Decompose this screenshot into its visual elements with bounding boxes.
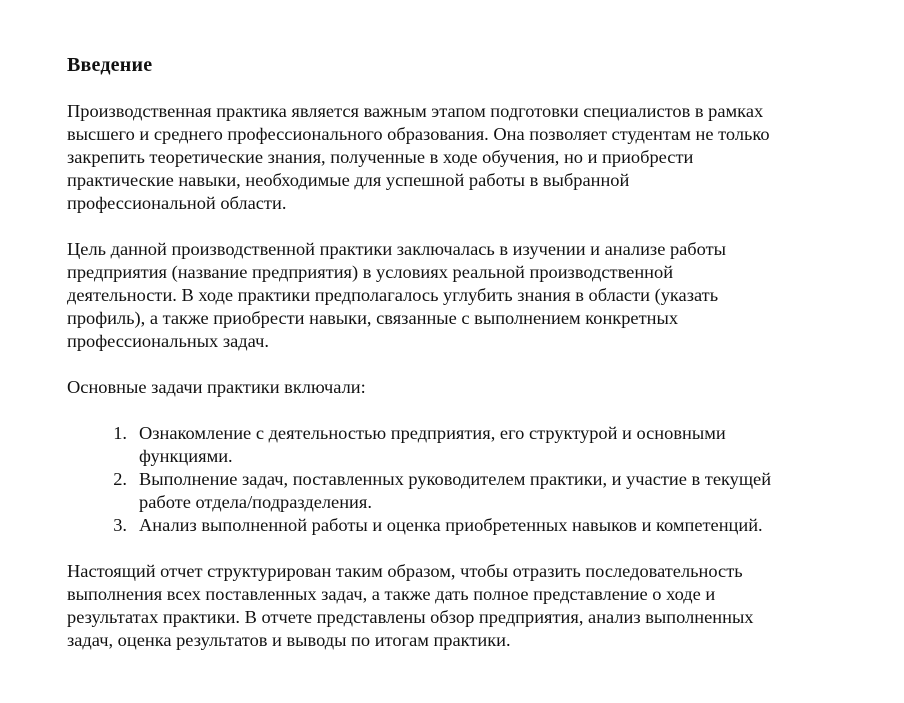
list-item — [67, 422, 857, 468]
goal-paragraph: Цель данной производственной практики заключалась в изучении и анализе работы предприятия (название предприятия) в условиях реальной производственной деятельности. В ходе практики предполагалось углубить знания в области (указать профиль), а также приобрести навыки, связанные с выполнением конкретных профессиональных задач. — [67, 239, 727, 351]
conclusion-paragraph: Настоящий отчет структурирован таким образом, чтобы отразить последовательность выполнения всех поставленных задач, а также дать полное представление о ходе и результатах практики. В отчете представлены обзор предприятия, анализ выполненных задач, оценка результатов и выводы по итогам практики. — [67, 561, 754, 650]
tasks-list — [67, 422, 857, 537]
list-item — [67, 514, 857, 537]
list-item-number: 3. — [113, 515, 127, 535]
list-item-text: Анализ выполненной работы и оценка приобретенных навыков и компетенций. — [139, 515, 763, 535]
section-heading: Введение — [67, 54, 153, 76]
list-item-text: Выполнение задач, поставленных руководителем практики, и участие в текущей работе отдела/подразделения. — [139, 469, 772, 512]
list-item-number: 2. — [113, 469, 127, 489]
tasks-intro-paragraph: Основные задачи практики включали: — [67, 377, 366, 397]
list-item-text: Ознакомление с деятельностью предприятия, его структурой и основными функциями. — [139, 423, 726, 466]
list-item-number: 1. — [113, 423, 127, 443]
document-page — [67, 52, 857, 652]
intro-paragraph: Производственная практика является важным этапом подготовки специалистов в рамках высшего и среднего профессионального образования. Она позволяет студентам не только закрепить теоретические знания, полученные в ходе обучения, но и приобрести практические навыки, необходимые для успешной работы в выбранной профессиональной области. — [67, 101, 770, 213]
list-item — [67, 468, 857, 514]
